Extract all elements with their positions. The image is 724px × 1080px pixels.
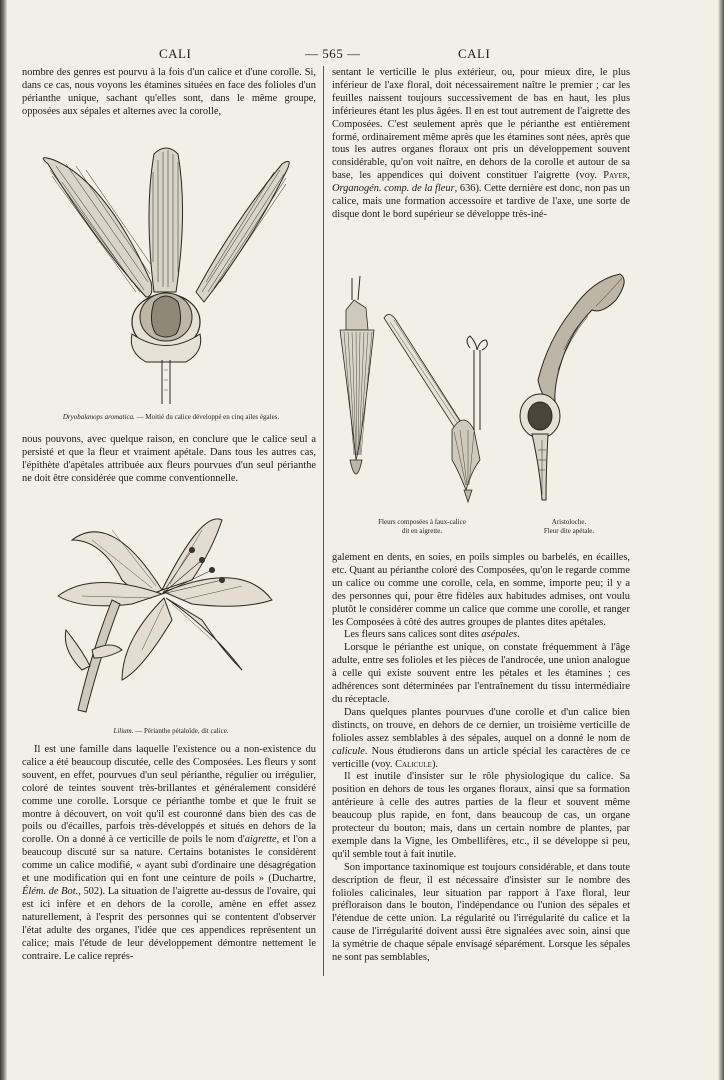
right-bottom-text [332,552,630,965]
page-number: — 565 — [305,46,361,61]
header-left-title: CALI [159,46,192,61]
paragraph-perianthe: Lorsque le périanthe est unique, on constate fréquemment à l'âge adulte, entre ses folioles et les pièces de l'androcée, une union analogue à celle qui existe souvent entre les pétales et les étamines ; ces adhérences sont déterminées par l'entraînement du tissu intermédiaire du réceptacle. [332,642,630,705]
paragraph-composees: galement en dents, en soies, en poils simples ou barbelés, en écailles, etc. Quant au périanthe coloré des Composées, qu'on le regarde comme un calice ou comme une corolle, cela, en somme, importe peu; il y a des personnes qui, pour être fidèles aux habitudes admises, ont voulu plutôt le considérer comme un calice que comme une corolle, et ranger les Composées à côté des autres groupes de plantes dites apétales. [332,552,630,628]
aristoloche-illustration [512,270,632,510]
paragraph-asepales: Les fleurs sans calices sont dites asépales. [344,629,520,641]
page-edge-right [718,0,724,1080]
caption-line-1: Aristoloche. [551,518,587,526]
paragraph-calicule: Dans quelques plantes pourvues d'une corolle et d'un calice bien distincts, on trouve, en dehors de ce dernier, un troisième verticille de folioles assez semblables à des sépales, auquel on a donné le nom de calicule. Nous étudierons dans un article spécial les caractères de ce verticille (voy. Calicule). [332,706,630,770]
caption-description: — Moitié du calice développé en cinq ailes égales. [134,413,280,421]
page-edge-left [0,0,7,1080]
paragraph-role: Il est inutile d'insister sur le rôle physiologique du calice. Sa position en dehors de tous les organes floraux, ainsi que sa formation antérieure à celle des autres parties de la fleur et souvent même beaucoup plus rapide, en font, dans beaucoup de cas, un organe protecteur du bouton; mais, dans un certain nombre de plantes, par exemple dans la Vigne, les Ombellifères, etc., il se développe si peu, qu'il semble tout à fait inutile. [332,771,630,860]
caption-line-1: Fleurs composées à faux-calice [378,518,466,526]
left-mid-paragraph: nous pouvons, avec quelque raison, en conclure que le calice seul a persisté et que la fleur et vraiment apétale. Dans tous les autres cas, l'épithète d'apétales attribuée aux fleurs pourvues d'un seul périanthe ne doit être considérée que comme conventionnelle. [22,434,316,484]
figure-lilium-caption [26,727,316,736]
figure-dryobalanops [36,142,294,404]
left-top-paragraph: nombre des genres est pourvu à la fois d'un calice et d'une corolle. Si, dans ce cas, nous voyons les étamines situées en face des folioles d'un périanthe unique, sachant qu'elles sont, dans le même groupe, opposées aux sépales et alternes avec la corolle, [22,67,316,117]
header-right-title: CALI [458,46,491,61]
caption-species: Dryobalanops aromatica. [62,413,135,421]
caption-description: — Périanthe pétaloïde, dit calice. [133,727,229,735]
column-rule [323,66,324,976]
figure-aristoloche-caption [506,518,632,536]
figure-dryobalanops-caption [26,413,316,422]
right-top-paragraph: sentant le verticille le plus extérieur, ou, pour mieux dire, le plus inférieur de l'axe floral, doit nécessairement naître le premier ; car les feuilles naissent toujours successivement de bas en haut, les plus inférieures étant les plus âgées. Il en est tout autrement de l'aigrette des Composées. C'est seulement après que le périanthe est entièrement formé, ordinairement même après que les étamines sont nées, après que tous les autres organes floraux ont pris un développement souvent considérable, qu'on voit naître, en dehors de la corolle et autour de sa base, les appendices qui doivent constituer l'aigrette (voy. Payer, Organogén. comp. de la fleur, 636). Cette dernière est donc, non pas un calice, mais une formation accessoire et tardive de l'axe, une sorte de disque dont le bord supérieur se développe très-iné- [332,67,630,220]
figure-aristoloche [512,270,632,510]
figure-composees [334,270,504,510]
caption-line-2: Fleur dite apétale. [543,527,595,535]
figure-composees-caption [344,518,500,536]
figure-lilium [52,500,278,720]
composees-illustration [334,270,504,510]
paragraph-importance: Son importance taxinomique est toujours considérable, et dans toute description de fleur, il est nécessaire d'insister sur le nombre des folioles calicinales, leur situation par rapport à l'axe floral, leur préfloraison dans le bouton, l'indépendance ou l'union des sépales et l'étendue de cette union. La régularité ou l'irrégularité du calice et la cause de l'irrégularité doivent aussi être signalées avec soin, ainsi que la symétrie de chaque sépale envisagé séparément. Lorsque les sépales ne sont pas semblables, [332,861,630,964]
running-header [0,46,724,66]
caption-species: Lilium. [113,727,134,735]
lilium-illustration [52,500,278,720]
left-bottom-paragraph: Il est une famille dans laquelle l'existence ou a non-existence du calice a été beaucoup discutée, celle des Composées. Les fleurs y sont souvent, en effet, pourvues d'un seul périanthe, régulier ou irrégulier, coloré de teintes souvent très-brillantes et généralement considéré comme une corolle. Lorsque ce périanthe tombe et que le fruit se montre à découvert, on voit qu'il est couronné dans bien des cas de poils ou d'écailles, parfois très-développés et situés en dehors de la corolle. On a donné à ce verticille de poils le nom d'aigrette, et l'on a beaucoup discuté sur sa nature. Certains botanistes le considèrent comme un calice modifié, « ayant subi d'ordinaire une désagrégation et une modification qui en font une ceinture de poils » (Duchartre, Élém. de Bot., 502). La situation de l'aigrette au-dessus de l'ovaire, qui est ici infère et en dehors de la corolle, amène en effet assez naturellement, à l'esprit des personnes qui se contentent d'observer l'état adulte des organes, l'idée que ces appendices représentent un calice; mais l'étude de leur développement démontre nettement le contraire. Le calice représ- [22,744,316,962]
dryobalanops-illustration [36,142,294,404]
caption-line-2: dit en aigrette. [401,527,443,535]
